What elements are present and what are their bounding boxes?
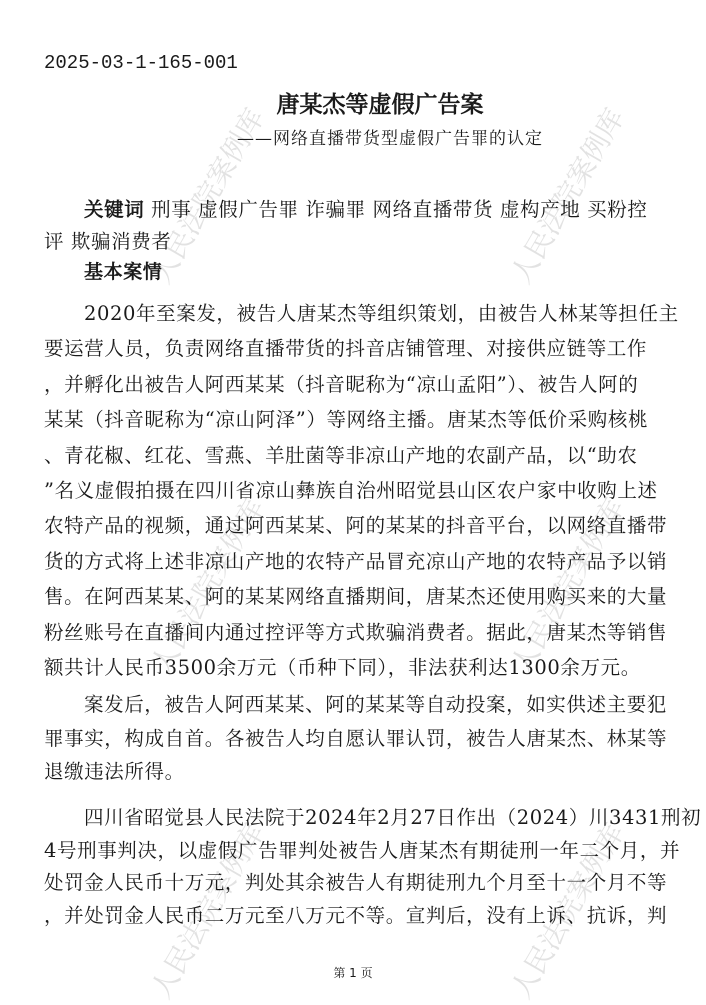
keywords-text: 刑事 虚假广告罪 诈骗罪 网络直播带货 虚构产地 买粉控 xyxy=(151,198,648,221)
paragraph-line: 案发后，被告人阿西某某、阿的某某等自动投案，如实供述主要犯 xyxy=(84,693,667,716)
watermark: 人民法院案例库 xyxy=(144,492,271,679)
section-heading: 基本案情 xyxy=(84,261,163,283)
watermark: 人民法院案例库 xyxy=(504,102,631,290)
paragraph-line: 农特产品的视频，通过阿西某某、阿的某某的抖音平台，以网络直播带 xyxy=(44,514,668,538)
watermark: 人民法院案例库 xyxy=(504,817,631,1004)
paragraph-line: ，并孵化出被告人阿西某某（抖音昵称为“凉山孟阳”）、被告人阿的 xyxy=(44,372,639,396)
paragraph-line: 、青花椒、红花、雪燕、羊肚菌等非凉山产地的农副产品，以“助农 xyxy=(44,443,638,467)
paragraph-line: 额共计人民币3500余万元（币种下同），非法获利达1300余万元。 xyxy=(44,656,641,679)
keywords-line xyxy=(84,198,647,222)
paragraph-line: 货的方式将上述非凉山产地的农特产品冒充凉山产地的农特产品予以销 xyxy=(44,549,668,573)
paragraph-line: 要运营人员，负责网络直播带货的抖音店铺管理、对接供应链等工作 xyxy=(44,337,648,361)
watermark: 人民法院案例库 xyxy=(504,492,631,679)
paragraph-line: 退缴违法所得。 xyxy=(44,760,185,783)
keywords-line: 评 欺骗消费者 xyxy=(44,230,172,253)
paragraph-line: ”名义虚假拍摄在四川省凉山彝族自治州昭觉县山区农户家中收购上述 xyxy=(44,479,658,502)
watermark: 人民法院案例库 xyxy=(144,102,271,290)
paragraph-line: 罪事实，构成自首。各被告人均自愿认罪认罚，被告人唐某杰、林某等 xyxy=(44,726,668,750)
document-title: 唐某杰等虚假广告案 xyxy=(276,91,484,118)
paragraph-line: ，并处罚金人民币二万元至八万元不等。宣判后，没有上诉、抗诉，判 xyxy=(44,903,668,927)
paragraph-line: 某某（抖音昵称为“凉山阿泽”）等网络主播。唐某杰等低价采购核桃 xyxy=(44,408,649,432)
paragraph-line: 售。在阿西某某、阿的某某网络直播期间，唐某杰还使用购买来的大量 xyxy=(44,585,668,609)
watermark: 人民法院案例库 xyxy=(144,817,271,1004)
page-number: 第 1 页 xyxy=(333,966,373,980)
paragraph-line: 粉丝账号在直播间内通过控评等方式欺骗消费者。据此，唐某杰等销售 xyxy=(44,620,668,644)
paragraph-line: 4号刑事判决，以虚假广告罪判处被告人唐某杰有期徒刑一年二个月，并 xyxy=(44,838,681,862)
paragraph-line: 四川省昭觉县人民法院于2024年2月27日作出（2024）川3431刑初 xyxy=(84,806,702,829)
paragraph-line: 2020年至案发，被告人唐某杰等组织策划，由被告人林某等担任主 xyxy=(84,302,679,325)
document-id: 2025-03-1-165-001 xyxy=(44,52,238,74)
document-subtitle: ——网络直播带货型虚假广告罪的认定 xyxy=(237,129,543,149)
paragraph-line: 处罚金人民币十万元，判处其余被告人有期徒刑九个月至十一个月不等 xyxy=(44,871,668,894)
keywords-label: 关键词 xyxy=(84,198,145,221)
